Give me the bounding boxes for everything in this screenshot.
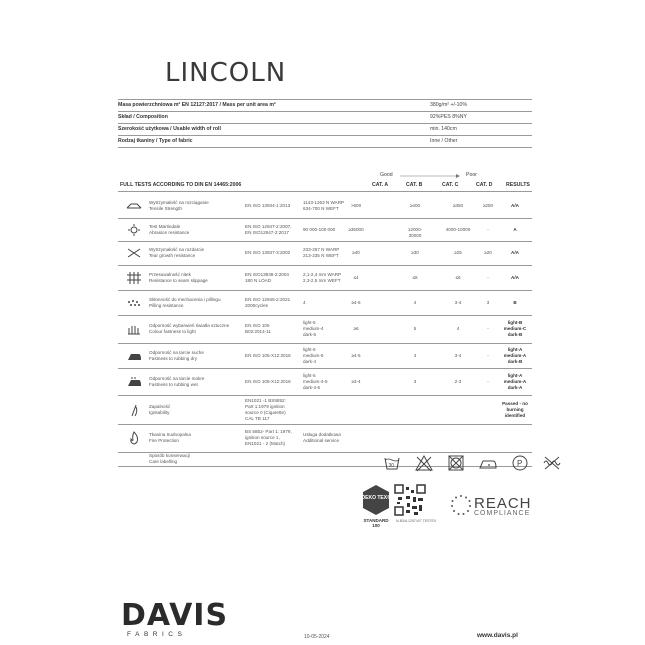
test-standard xyxy=(245,323,271,335)
test-description-line: Colour fastness to light xyxy=(149,329,196,334)
cat-b-value: ≥400 xyxy=(409,202,421,208)
cat-c-value: 2-3 xyxy=(454,378,462,384)
cat-c-value: 4000-10000 xyxy=(445,226,471,232)
cat-d-value: ≥250 xyxy=(482,202,494,208)
test-description-line: Tkanina trudnopalna xyxy=(149,432,191,437)
test-standard-line: EN ISO13936-2:2004 xyxy=(245,271,289,277)
test-standard-line: EN ISO 13937-3:2002 xyxy=(245,250,291,255)
tests-title: FULL TESTS ACCORDING TO DIN EN 14465:2006 xyxy=(120,182,242,188)
oeko-tex-badge xyxy=(359,483,393,532)
spec-row xyxy=(118,124,532,136)
test-description xyxy=(149,247,204,259)
spec-label: Skład / Composition xyxy=(118,114,168,120)
test-standard-line: Part 1:1979 ignition xyxy=(245,403,285,409)
spec-table xyxy=(118,99,532,148)
test-result-line: A xyxy=(513,226,517,232)
test-result xyxy=(496,300,534,306)
test-description-line: Zapalność xyxy=(149,403,171,409)
test-description-line: Przesuwalność nitek xyxy=(149,271,191,277)
test-value-line: 1143-1263 N WARP xyxy=(303,199,345,205)
cat-c-value: 4 xyxy=(456,326,460,331)
cat-b-value: 5 xyxy=(413,326,417,331)
test-standard-line: CAL TB 117 xyxy=(245,415,270,421)
website-link[interactable]: www.davis.pl xyxy=(477,632,518,639)
header-results: RESULTS xyxy=(506,182,530,188)
test-row xyxy=(118,193,532,219)
test-value-line: light-5 xyxy=(303,346,316,352)
test-standard-line: EN ISO 105 xyxy=(245,323,270,328)
test-value-line: light-5 xyxy=(303,320,316,325)
cat-b-value: 4 xyxy=(413,352,417,358)
test-result xyxy=(496,250,534,256)
cat-b-value: 3 xyxy=(413,378,417,384)
tensile-strength-icon xyxy=(126,199,142,213)
scale-good: Good xyxy=(380,172,393,178)
test-value-line: 90 000-100 000 xyxy=(303,226,336,232)
test-result-line: A/A xyxy=(511,202,519,208)
brand-sub: FABRICS xyxy=(127,631,187,638)
test-standard-line: EN ISO 105-X12:2016 xyxy=(245,352,291,358)
test-standard-line: BS 5852- Part 1: 1979, xyxy=(245,429,292,434)
test-result xyxy=(496,275,534,281)
test-value xyxy=(303,247,339,259)
spec-value: 92%PES 8%NY xyxy=(430,114,467,120)
cat-a-value: ≥40 xyxy=(352,250,360,255)
test-value-line: Usługa dodatkowa xyxy=(303,432,341,437)
test-result xyxy=(496,347,534,365)
test-standard-line: EN ISO 13934-1:2013 xyxy=(245,202,291,208)
cat-b-value: 12000-30000 xyxy=(407,226,423,238)
test-value-line: medium-5 xyxy=(303,352,324,358)
test-description-line: Wytrzymałość na rozciąganie xyxy=(149,199,209,205)
cat-c-value: 3-4 xyxy=(454,352,462,358)
test-description-line: Fastness to rubbing dry xyxy=(149,355,198,361)
test-value xyxy=(303,272,341,284)
test-description xyxy=(149,350,204,362)
test-value-line: 634-700 N WEFT xyxy=(303,205,339,211)
test-description-line: Abrasion resistance xyxy=(149,229,190,235)
test-value-line: dark-5 xyxy=(303,332,317,337)
test-standard xyxy=(245,272,289,284)
spec-row xyxy=(118,99,532,112)
header-cat-b: CAT. B xyxy=(406,182,423,188)
scale-poor: Poor xyxy=(466,172,477,178)
cat-d-value: ≥20 xyxy=(484,250,492,255)
test-row xyxy=(118,218,532,242)
test-description-line: Fastness to rubbing wet xyxy=(149,381,198,387)
header-cat-c: CAT. C xyxy=(442,182,459,188)
brand-logo: DAVIS xyxy=(121,598,229,633)
test-value xyxy=(303,347,323,365)
test-description xyxy=(149,376,204,388)
abrasion-icon xyxy=(126,223,142,237)
oeko-number: 100 xyxy=(372,523,380,527)
test-value-line: dark-4 xyxy=(303,358,317,364)
test-value-line: 2,3-2,5 mm WEFT xyxy=(303,277,341,283)
spec-row xyxy=(118,136,532,148)
test-value xyxy=(303,200,344,212)
svg-text:P: P xyxy=(517,459,523,468)
test-result-line: dark-B xyxy=(507,332,523,337)
test-result-line: medium-C xyxy=(503,326,527,331)
test-row xyxy=(118,265,532,291)
test-standard-line: ignition source 1, xyxy=(245,435,280,440)
page-title: LINCOLN xyxy=(165,58,287,88)
qr-code xyxy=(394,484,426,516)
test-description xyxy=(149,224,189,236)
test-standard-line: EN ISO 105-X12:2016 xyxy=(245,378,291,384)
test-description-line: Pilling resistance xyxy=(149,302,184,308)
test-result-line: medium-A xyxy=(503,352,527,358)
test-standard xyxy=(245,379,291,385)
test-standard-line: EN1021 -1 BS5852: xyxy=(245,397,286,403)
test-standard xyxy=(245,250,290,256)
no-wring-icon xyxy=(543,454,561,472)
header-cat-a: CAT. A xyxy=(372,182,389,188)
test-value-line: 233-257 N WARP xyxy=(303,247,340,252)
test-standard-line: EN ISO 12945-2:2021 xyxy=(245,296,291,302)
test-result xyxy=(496,203,534,209)
test-description-line: Care labelling xyxy=(149,459,178,464)
test-description-line: Test Martindale xyxy=(149,223,181,229)
test-value-line: medium-4 xyxy=(303,326,324,331)
dry-rubbing-icon xyxy=(126,349,142,363)
test-result-line: light-B xyxy=(507,320,523,325)
test-value xyxy=(303,373,328,391)
test-standard-line: EN ISO12947-2:2017 xyxy=(245,229,289,235)
test-result-line: identified xyxy=(504,412,526,418)
test-result xyxy=(496,227,534,233)
light-fastness-icon xyxy=(126,322,142,336)
cat-a-value: ≥4-5 xyxy=(351,299,361,305)
test-description-line: Skłonność do mechacenia i pillingu xyxy=(149,296,221,302)
test-description xyxy=(149,453,190,465)
oeko-tex-logo xyxy=(359,483,393,527)
test-description-line: Tensile Strength xyxy=(149,205,182,211)
test-result xyxy=(496,401,534,419)
test-standard-line: 2000cycles xyxy=(245,302,268,308)
test-description-line: Sposób konserwacji xyxy=(149,453,190,458)
test-row xyxy=(118,343,532,369)
reach-title: REACH xyxy=(474,495,532,512)
cat-d-value: 3 xyxy=(486,299,490,305)
test-result-line: burning xyxy=(506,406,524,412)
iron-low-icon xyxy=(479,454,497,472)
cat-c-value: ≥350 xyxy=(452,202,464,208)
test-value xyxy=(303,227,335,233)
test-description-line: Ignitability xyxy=(149,409,170,415)
spec-value: 380g/m² +/-10% xyxy=(430,102,468,108)
test-result-line: B xyxy=(513,299,517,305)
test-standard xyxy=(245,297,290,309)
cat-b-value: ≥30 xyxy=(411,250,419,255)
wash-30-icon xyxy=(383,454,401,472)
care-symbols xyxy=(383,454,561,472)
test-result-line: dark-A xyxy=(507,384,523,390)
spec-row xyxy=(118,112,532,124)
oeko-standard: STANDARD xyxy=(363,518,389,523)
tear-growth-icon xyxy=(126,246,142,260)
test-standard xyxy=(245,398,286,422)
test-description-line: Fire Protection xyxy=(149,438,179,443)
test-value-line: Additional service xyxy=(303,438,340,443)
reach-subtitle: COMPLIANCE xyxy=(474,510,531,517)
test-row xyxy=(118,290,532,316)
test-value xyxy=(303,300,306,306)
test-value-line: light-5 xyxy=(303,372,316,378)
cat-a-value: ≥6 xyxy=(353,326,359,331)
test-description-line: Resistance to seam slippage xyxy=(149,277,208,283)
cat-b-value: ≤6 xyxy=(412,274,418,280)
test-result xyxy=(496,320,534,338)
cat-c-value: ≤6 xyxy=(455,274,461,280)
spec-label: Szerokość użytkowa / Usable width of roll xyxy=(118,126,221,132)
no-bleach-icon xyxy=(415,454,433,472)
test-standard xyxy=(245,429,292,447)
test-description xyxy=(149,323,229,335)
cat-a-value: ≥3-4 xyxy=(351,378,361,384)
test-row xyxy=(118,395,532,425)
cat-d-value: - xyxy=(487,326,489,331)
cat-b-value: 4 xyxy=(413,299,417,305)
test-standard-line: B02:2014-11 xyxy=(245,329,271,334)
test-row xyxy=(118,368,532,396)
test-value-line: 2,1-2,4 mm WARP xyxy=(303,271,342,277)
cat-c-value: 3-4 xyxy=(454,299,462,305)
no-tumble-dry-icon xyxy=(447,454,465,472)
cat-a-value: ≥35000 xyxy=(348,226,364,232)
fire-protection-icon xyxy=(126,431,142,445)
test-description-line: Odporność wybarwień światła sztuczne xyxy=(149,323,230,328)
test-standard-line: EN1021 - 2 (Match) xyxy=(245,441,286,446)
test-description xyxy=(149,404,170,416)
scale-arrow xyxy=(400,174,460,178)
test-row xyxy=(118,241,532,266)
oeko-brand: OEKO TEX® xyxy=(361,495,391,501)
test-standard-line: source 0 (Cigarette) xyxy=(245,409,286,415)
dry-clean-p-icon xyxy=(511,454,529,472)
wet-rubbing-icon xyxy=(126,375,142,389)
cat-c-value: ≥25 xyxy=(454,250,462,255)
seam-slippage-icon xyxy=(126,271,142,285)
test-value-line: 213-235 N WEFT xyxy=(303,253,339,258)
test-description-line: Odporność na tarcie suche xyxy=(149,349,204,355)
test-value xyxy=(303,320,323,338)
test-result-line: A/A xyxy=(511,274,519,280)
cat-d-value: - xyxy=(487,226,489,232)
test-value xyxy=(303,432,341,444)
test-description xyxy=(149,272,208,284)
cat-d-value: - xyxy=(487,378,489,384)
spec-label: Rodzaj tkaniny / Type of fabric xyxy=(118,138,193,144)
reach-stars-icon xyxy=(450,494,472,516)
spec-value: min. 140cm xyxy=(430,126,457,132)
header-cat-d: CAT. D xyxy=(476,182,493,188)
test-row xyxy=(118,315,532,344)
test-value-line: dark-4-5 xyxy=(303,384,321,390)
test-standard-line: EN ISO 12947-2:2007, xyxy=(245,223,292,229)
test-standard xyxy=(245,353,291,359)
test-standard-line: 180 N LOAD xyxy=(245,277,272,283)
test-result-line: medium-A xyxy=(503,378,527,384)
test-result-line: Passed - no xyxy=(502,400,528,406)
cat-d-value: - xyxy=(487,352,489,358)
test-description xyxy=(149,297,221,309)
test-result-line: dark-B xyxy=(507,358,523,364)
spec-label: Masa powierzchniowa m² EN 12127:2017 / Mass per unit area m² xyxy=(118,102,276,108)
ignitability-icon xyxy=(126,403,142,417)
cat-d-value: - xyxy=(487,274,489,280)
test-standard xyxy=(245,203,290,209)
svg-text:30: 30 xyxy=(388,463,395,469)
test-description-line: Odporność na tarcie mokre xyxy=(149,375,205,381)
test-row xyxy=(118,424,532,453)
cat-a-value: ≥4-5 xyxy=(351,352,361,358)
test-description xyxy=(149,200,209,212)
tests-header xyxy=(118,181,532,192)
test-description xyxy=(149,432,191,444)
document-date: 10-05-2024 xyxy=(304,634,330,640)
test-value-line: medium-4-5 xyxy=(303,378,328,384)
test-description-line: Wytrzymałość na rozdarcie xyxy=(149,247,205,252)
test-result-line: A/A xyxy=(511,250,519,255)
test-result-line: light-A xyxy=(507,372,523,378)
pilling-icon xyxy=(126,296,142,310)
cat-a-value: >600 xyxy=(350,202,362,208)
test-standard xyxy=(245,224,291,236)
test-result xyxy=(496,373,534,391)
spec-value: Inne / Other xyxy=(430,138,458,144)
test-result-line: light-A xyxy=(507,346,523,352)
test-description-line: Tear growth resistance xyxy=(149,253,196,258)
oeko-cert: N-B3/A 1257/4/7 TESTEX xyxy=(396,519,437,523)
cat-a-value: ≤4 xyxy=(353,274,359,280)
test-value-line: 4 xyxy=(303,299,306,305)
